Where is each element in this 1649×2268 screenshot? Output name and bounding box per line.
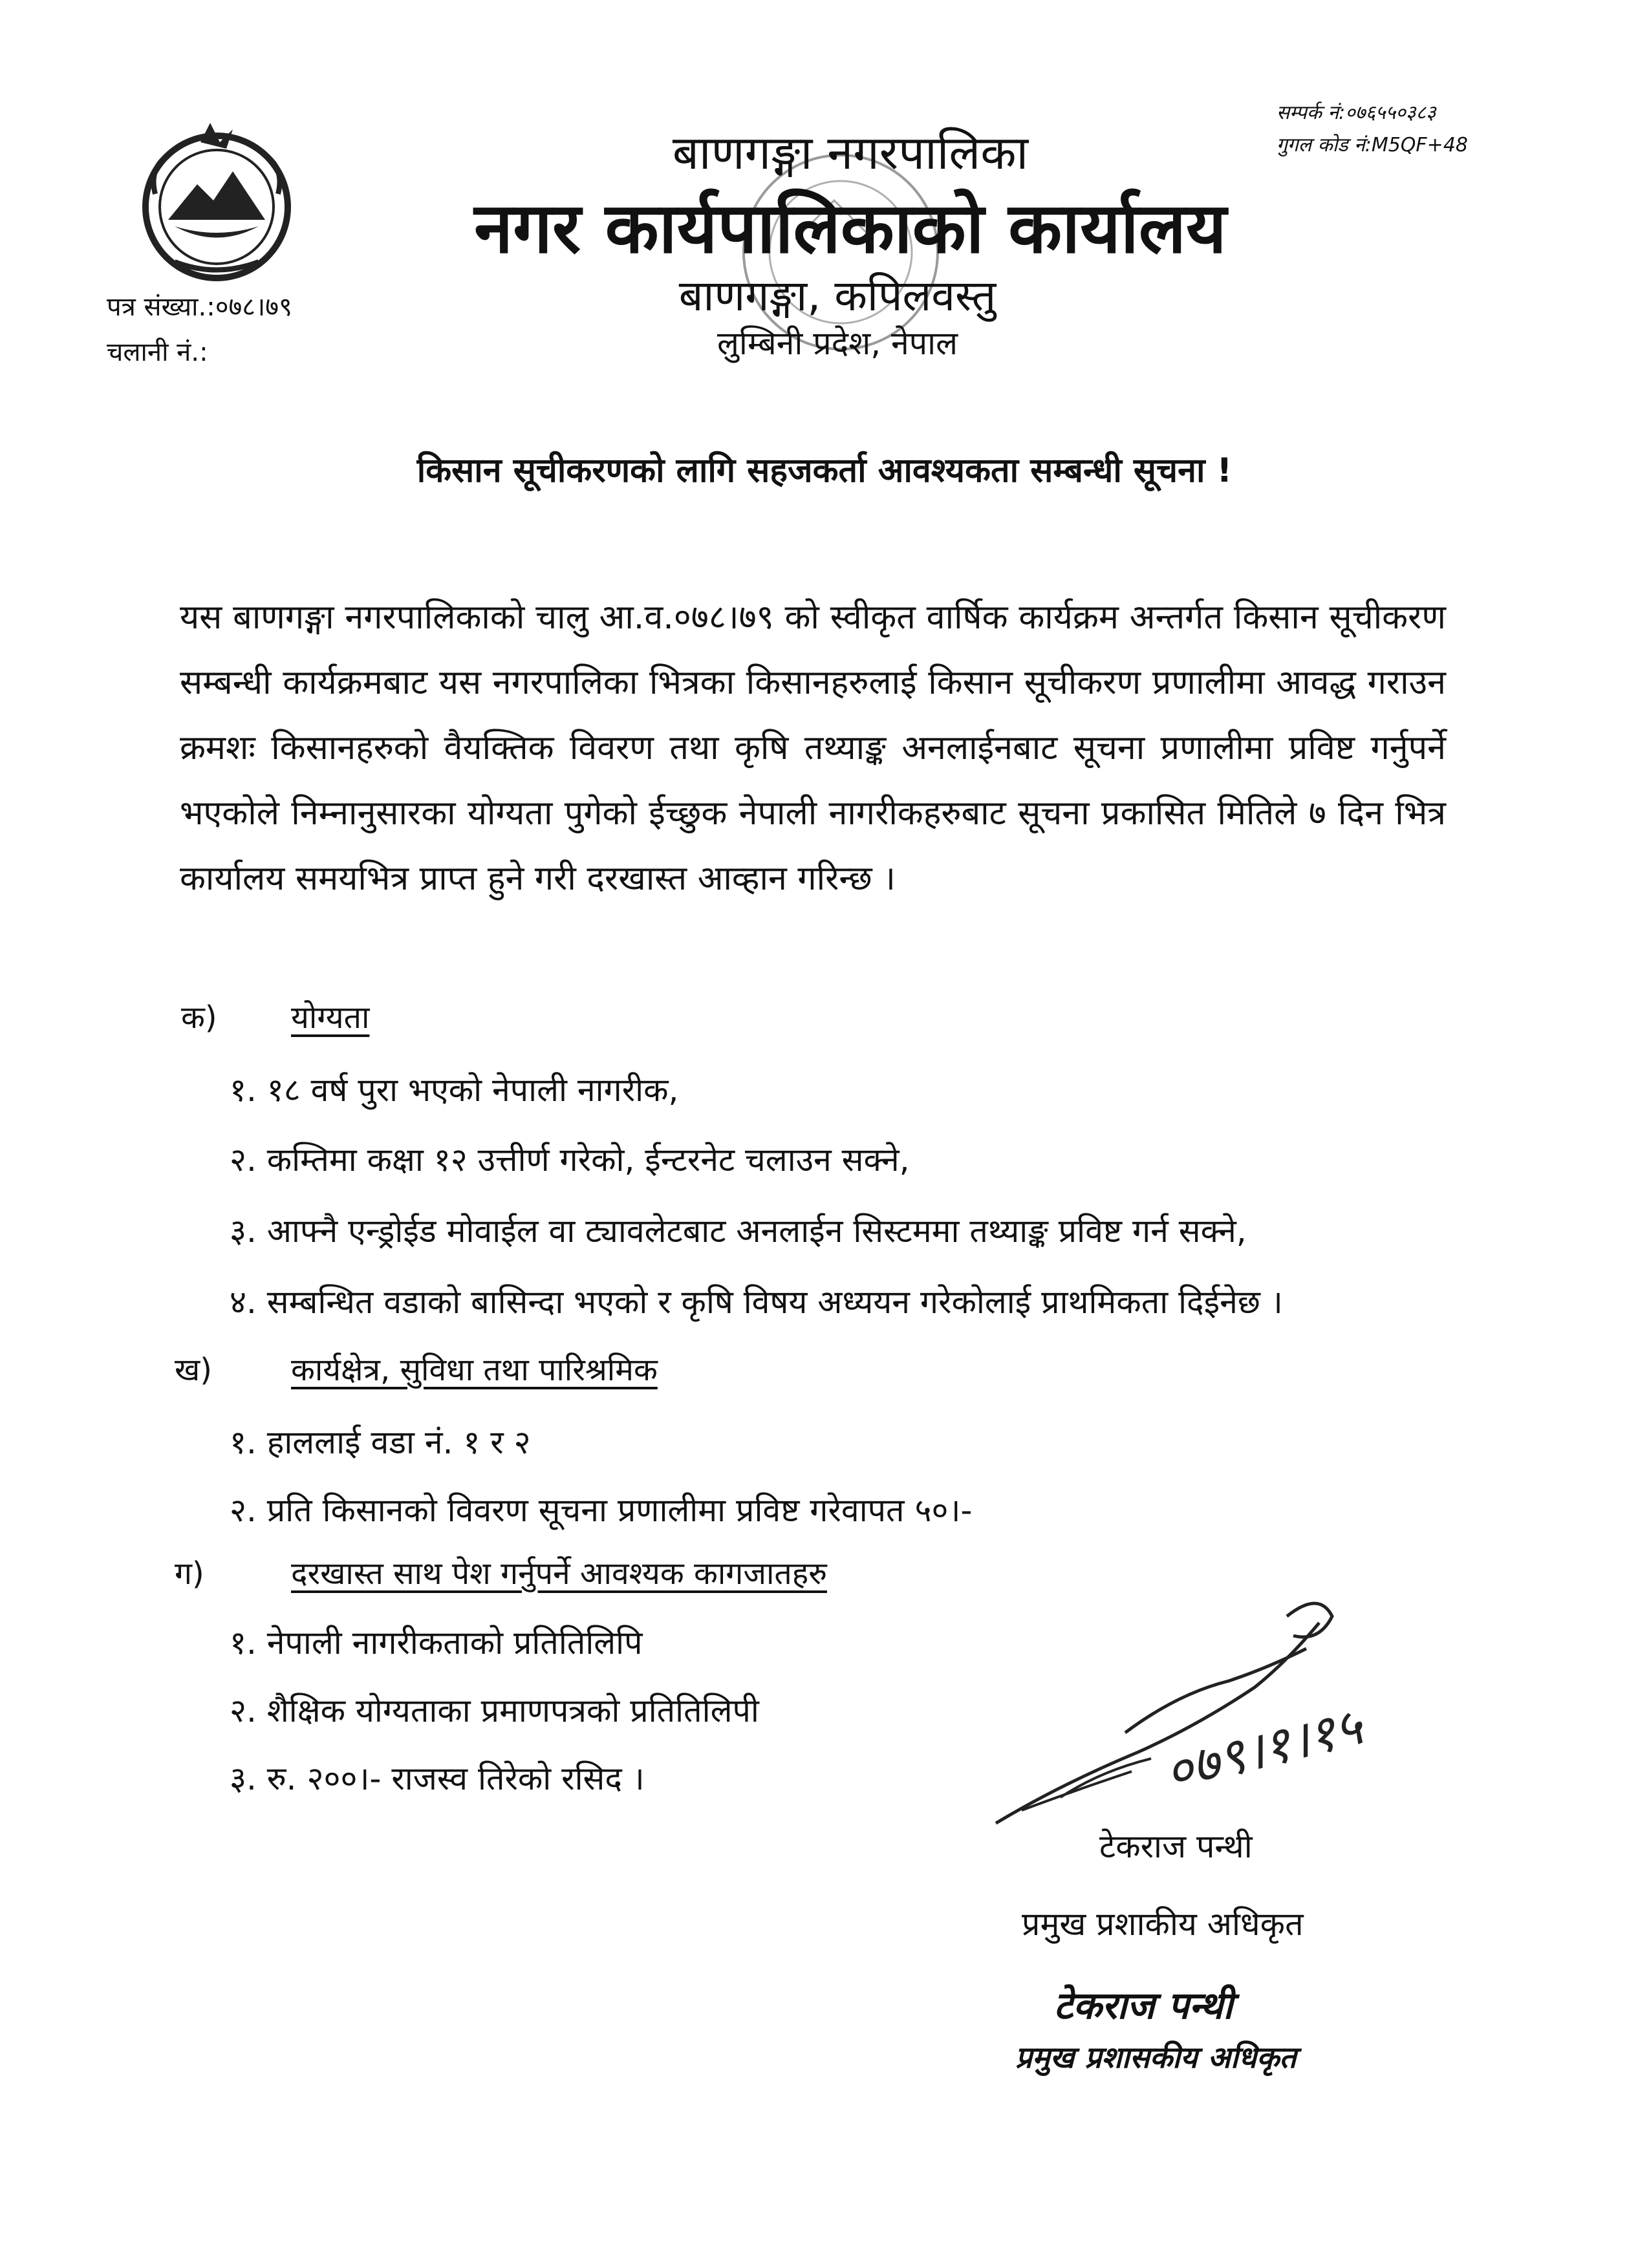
handwritten-signature bbox=[983, 1578, 1449, 1856]
section-title: योग्यता bbox=[291, 1000, 370, 1036]
section-title: कार्यक्षेत्र, सुविधा तथा पारिश्रमिक bbox=[291, 1352, 658, 1388]
section-label: क) bbox=[181, 1000, 217, 1036]
list-item: २. कम्तिमा कक्षा १२ उत्तीर्ण गरेको, ईन्टरनेट चलाउन सक्ने, bbox=[230, 1141, 910, 1179]
signatory-name: टेकराज पन्थी bbox=[1099, 1828, 1253, 1865]
signatory-designation: प्रमुख प्रशाकीय अधिकृत bbox=[1022, 1905, 1304, 1943]
notice-body-paragraph: यस बाणगङ्गा नगरपालिकाको चालु आ.व.०७८।७९ को स्वीकृत वार्षिक कार्यक्रम अन्तर्गत किसान सूचीकरण सम्बन्धी कार्यक्रमबाट यस नगरपालिका भित्रका किसानहरुलाई किसान सूचीकरण प्रणालीमा आवद्ध गराउन क्रमशः किसानहरुको वैयक्तिक विवरण तथा कृषि तथ्याङ्क अनलाईनबाट सूचना प्रणालीमा प्रविष्ट गर्नुपर्ने भएकोले निम्नानुसारका योग्यता पुगेको ईच्छुक नेपाली नागरीकहरुबाट सूचना प्रकासित मितिले ७ दिन भित्र कार्यालय समयभित्र प्राप्त हुने गरी दरखास्त आव्हान गरिन्छ । bbox=[180, 598, 1446, 898]
list-item: १. १८ वर्ष पुरा भएको नेपाली नागरीक, bbox=[230, 1071, 679, 1109]
handwritten-date: ०७९।१।१५ bbox=[1159, 1696, 1368, 1803]
notice-subject: किसान सूचीकरणको लागि सहजकर्ता आवश्यकता सम्बन्धी सूचना ! bbox=[416, 451, 1233, 490]
office-name: नगर कार्यपालिकाको कार्यालय bbox=[474, 188, 1227, 269]
section-label: ख) bbox=[175, 1352, 212, 1388]
list-item: ४. सम्बन्धित वडाको बासिन्दा भएको र कृषि विषय अध्ययन गरेकोलाई प्राथमिकता दिईनेछ । bbox=[230, 1283, 1283, 1321]
list-item: १. हाललाई वडा नं. १ र २ bbox=[230, 1424, 531, 1461]
office-location: बाणगङ्गा, कपिलवस्तु bbox=[678, 271, 997, 321]
section-label: ग) bbox=[175, 1556, 204, 1592]
list-item: २. प्रति किसानको विवरण सूचना प्रणालीमा प्रविष्ट गरेवापत ५०।- bbox=[230, 1492, 973, 1529]
municipality-name: बाणगङ्गा नगरपालिका bbox=[672, 125, 1029, 180]
dispatch-number: चलानी नं.: bbox=[107, 337, 208, 367]
office-province: लुम्बिनी प्रदेश, नेपाल bbox=[717, 325, 958, 362]
section-title: दरखास्त साथ पेश गर्नुपर्ने आवश्यक कागजातहरु bbox=[291, 1556, 827, 1592]
contact-phone: सम्पर्क नं:०७६५५०३८३ bbox=[1277, 102, 1436, 124]
letter-number: पत्र संख्या.:०७८।७९ bbox=[107, 292, 292, 322]
list-item: २. शैक्षिक योग्यताका प्रमाणपत्रको प्रतितिलिपी bbox=[230, 1692, 759, 1729]
designation-stamp: प्रमुख प्रशासकीय अधिकृत bbox=[1015, 2040, 1297, 2075]
google-plus-code: गुगल कोड नं:M5QF+48 bbox=[1277, 134, 1468, 156]
list-item: १. नेपाली नागरीकताको प्रतितिलिपि bbox=[230, 1624, 643, 1662]
name-stamp: टेकराज पन्थी bbox=[1054, 1984, 1233, 2027]
list-item: ३. रु. २००।- राजस्व तिरेको रसिद । bbox=[230, 1760, 645, 1797]
list-item: ३. आफ्नै एन्ड्रोईड मोवाईल वा ट्यावलेटबाट अनलाईन सिस्टममा तथ्याङ्क प्रविष्ट गर्न सक्ने, bbox=[230, 1212, 1247, 1250]
